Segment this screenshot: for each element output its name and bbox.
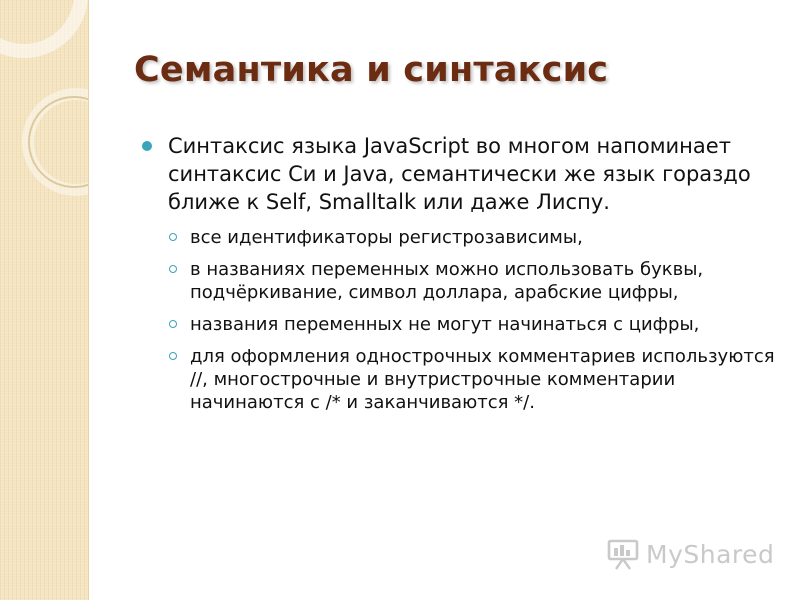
ring-bullet-icon: [169, 265, 177, 273]
sub-bullet-item: [142, 345, 782, 414]
decorative-circle-top: [0, 0, 88, 58]
watermark-text: MyShared: [646, 539, 775, 569]
left-decorative-strip: [0, 0, 89, 600]
ring-bullet-icon: [169, 320, 177, 328]
main-bullet-text: Синтаксис языка JavaScript во многом напоминает синтаксис Си и Java, семантически же язык гораздо ближе к Self, Smalltalk или даже Лиспу.: [168, 134, 751, 214]
ring-bullet-icon: [169, 233, 177, 241]
sub-bullet-text: все идентификаторы регистрозависимы,: [190, 227, 583, 248]
sub-bullet-text: в названиях переменных можно использовать буквы, подчёркивание, символ доллара, арабские цифры,: [190, 259, 704, 303]
bullet-dot-icon: [142, 141, 152, 151]
watermark-logo: [606, 536, 774, 572]
ring-bullet-icon: [169, 352, 177, 360]
sub-bullet-text: названия переменных не могут начинаться с цифры,: [190, 314, 700, 335]
sub-bullet-item: [142, 258, 782, 304]
slide-title: Семантика и синтаксис: [134, 50, 609, 90]
sub-bullet-list: [142, 226, 782, 414]
sub-bullet-item: [142, 226, 782, 249]
sub-bullet-text: для оформления однострочных комментариев используются //, многострочные и внутристрочные комментарии начинаются с /* и заканчиваются */.: [190, 346, 775, 413]
slide-content: [142, 132, 782, 423]
sub-bullet-item: [142, 313, 782, 336]
main-bullet: [142, 132, 782, 216]
presentation-board-icon: [606, 537, 640, 571]
